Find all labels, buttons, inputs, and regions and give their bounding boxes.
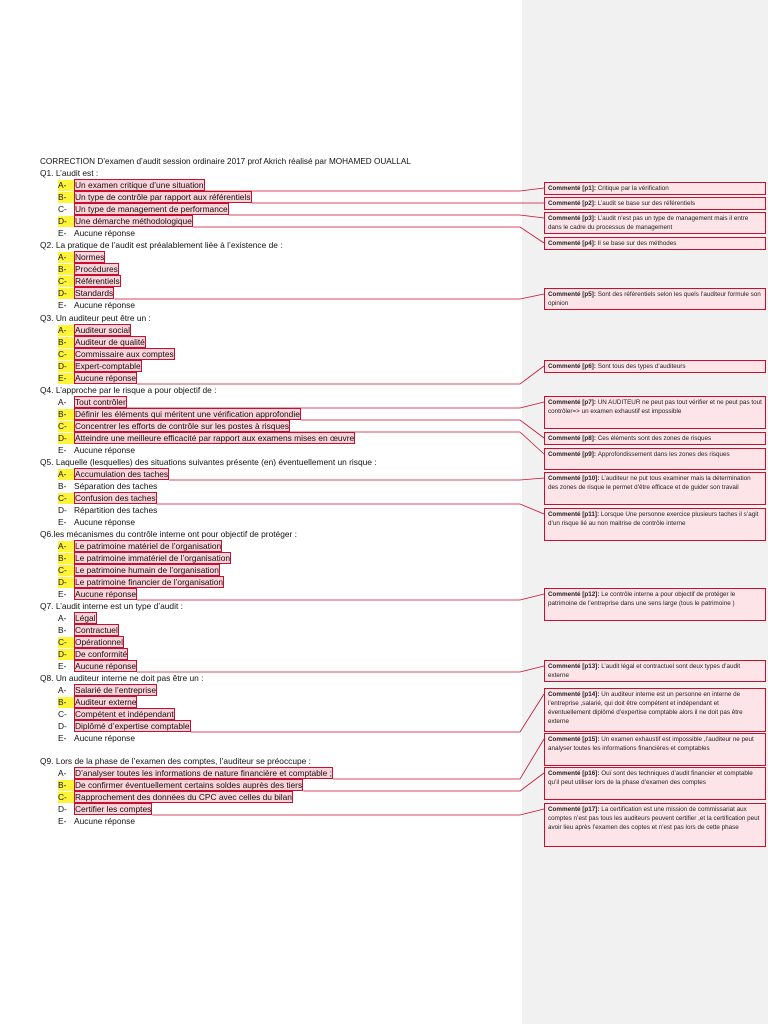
answer-letter: A- [58, 541, 74, 552]
comment-tag: Commenté [p6]: [548, 363, 598, 370]
answer-text: Aucune réponse [74, 816, 135, 826]
answer-letter: B- [58, 264, 74, 275]
answer-text: Concentrer les efforts de contrôle sur les postes à risques [75, 421, 289, 431]
answer-text: Un examen critique d’une situation [75, 180, 204, 190]
question-heading: Q5. Laquelle (lesquelles) des situations suivantes présente (en) éventuellement un risque : [40, 457, 377, 467]
comment-text: L’audit se base sur des référentiels [597, 200, 695, 207]
comment-connector [301, 420, 544, 438]
answer-text: Expert-comptable [75, 361, 141, 371]
answer-letter: A- [58, 469, 74, 480]
comment-connector [229, 215, 544, 218]
comment-tag: Commenté [p3]: [548, 215, 598, 222]
answer-text: Accumulation des taches [75, 469, 169, 479]
comment-connector [193, 227, 544, 243]
comment-text: Un examen exhaustif est impossible ,l’auditeur ne peut analyser toutes les informations financières et comptables [548, 736, 754, 752]
answer-letter: B- [58, 697, 74, 708]
answer-letter: D- [58, 721, 67, 731]
comment-connector [137, 594, 544, 600]
comment-text: Un auditeur interne est un personne en interne de l’entreprise ,salarié, qui doit être compétent et indépendant et éventuellement diplômé d’expertise comptable alors il ne doit pas être externe [548, 691, 743, 725]
answer-letter: A- [58, 613, 67, 623]
comment-text: Ces éléments sont des zones de risques [597, 435, 712, 442]
comment-tag: Commenté [p14]: [548, 691, 602, 698]
comment-connector [137, 666, 544, 672]
answer-text: Diplômé d’expertise comptable [75, 721, 190, 731]
answer-text: Auditeur externe [75, 697, 137, 707]
answer-letter: E- [58, 589, 67, 599]
comment-tag: Commenté [p12]: [548, 591, 602, 598]
comment-text: Sont tous des types d’auditeurs [597, 363, 686, 370]
comment-connector [333, 739, 544, 779]
answer-letter: D- [58, 649, 74, 660]
answer-text: Un type de contrôle par rapport aux référentiels [75, 192, 251, 202]
comment-text: UN AUDITEUR ne peut pas tout vérifier et ne peut pas tout contrôler=> un examen exhaustif est impossible [548, 399, 762, 415]
comment-tag: Commenté [p8]: [548, 435, 598, 442]
answer-text: Référentiels [75, 276, 120, 286]
answer-text: Aucune réponse [75, 373, 136, 383]
comment-connector [127, 402, 544, 408]
answer-text: Définir les éléments qui méritent une vérification approfondie [75, 409, 300, 419]
question-heading: Q2. La pratique de l’audit est préalablement liée à l’existence de : [40, 240, 283, 250]
comment-tag: Commenté [p17]: [548, 806, 602, 813]
answer-letter: E- [58, 816, 67, 826]
answer-text: Le patrimoine financier de l’organisation [75, 577, 224, 587]
question-heading: Q6.les mécanismes du contrôle interne ont pour objectif de protéger : [40, 529, 297, 539]
answer-letter: D- [58, 216, 74, 227]
answer-text: Aucune réponse [74, 733, 135, 743]
answer-text: Tout contrôler [75, 397, 126, 407]
answer-text: Le patrimoine immatériel de l’organisation [75, 553, 231, 563]
comment-text: Le contrôle interne a pour objectif de protéger le patrimoine de l’entreprise dans une sens large (tous le patrimoine ) [548, 591, 736, 607]
answer-letter: E- [58, 517, 67, 527]
comment-text: Ouï sont des techniques d’audit financier et comptable qu’il peut utiliser lors de la phase d’examen des comptes [548, 770, 753, 786]
comment-text: Approfondissement dans les zones des risques [597, 451, 730, 458]
answer-letter: C- [58, 276, 74, 287]
answer-letter: C- [58, 421, 74, 432]
comment-connector [303, 773, 544, 791]
answer-letter: E- [58, 445, 67, 455]
answer-text: Aucune réponse [75, 661, 136, 671]
comment-tag: Commenté [p4]: [548, 240, 598, 247]
answer-text: Auditeur social [75, 325, 130, 335]
answer-text: Le patrimoine humain de l’organisation [75, 565, 219, 575]
comment-tag: Commenté [p16]: [548, 770, 602, 777]
comment-tag: Commenté [p1]: [548, 185, 598, 192]
answer-text: Répartition des taches [74, 505, 158, 515]
answer-letter: E- [58, 228, 67, 238]
answer-letter: B- [58, 780, 74, 791]
answer-text: De conformité [75, 649, 128, 659]
answer-text: Aucune réponse [75, 589, 136, 599]
answer-letter: D- [58, 288, 74, 299]
answer-letter: C- [58, 709, 67, 719]
question-heading: Q9. Lors de la phase de l’examen des comptes, l’auditeur se préoccupe : [40, 756, 311, 766]
answer-text: Standards [75, 288, 114, 298]
answer-text: Opérationnel [75, 637, 123, 647]
comment-connector [137, 366, 544, 384]
document-title: CORRECTION D’examen d’audit session ordinaire 2017 prof Akrich réalisé par MOHAMED OUALLAL [40, 157, 411, 166]
comment-tag: Commenté [p15]: [548, 736, 602, 743]
comment-tag: Commenté [p10]: [548, 475, 602, 482]
comment-text: Lorsque Une personne exercice plusieurs taches il s’agit d’un risque lié au non maitrise de contrôle interne [548, 511, 759, 527]
question-heading: Q1. L’audit est : [40, 168, 99, 178]
answer-text: Rapprochement des données du CPC avec celles du bilan [75, 792, 292, 802]
comment-text: Il se base sur des méthodes [597, 240, 677, 247]
answer-letter: C- [58, 204, 67, 214]
answer-letter: C- [58, 349, 74, 360]
answer-text: Confusion des taches [75, 493, 156, 503]
comment-tag: Commenté [p9]: [548, 451, 598, 458]
answer-text: Commissaire aux comptes [75, 349, 174, 359]
answer-text: Salarié de l’entreprise [75, 685, 157, 695]
answer-letter: B- [58, 337, 74, 348]
answer-text: Compétent et indépendant [75, 709, 174, 719]
comment-connector [191, 694, 544, 732]
answer-letter: D- [58, 577, 74, 588]
answer-text: De confirmer éventuellement certains soldes auprès des tiers [75, 780, 303, 790]
answer-text: Certifier les comptes [75, 804, 152, 814]
answer-letter: D- [58, 433, 74, 444]
answer-text: D’analyser toutes les informations de nature financière et comptable ; [75, 768, 332, 778]
answer-letter: E- [58, 373, 74, 384]
answer-letter: E- [58, 661, 67, 671]
answer-text: Séparation des taches [74, 481, 158, 491]
question-heading: Q3. Un auditeur peut être un : [40, 313, 151, 323]
comment-connector [169, 478, 544, 480]
answer-letter: C- [58, 792, 74, 803]
comment-text: Critique par la vérification [597, 185, 669, 192]
comment-text: L’auditeur ne put tous examiner mais la détermination des zones de risque le permet d’être efficace et de guider son travail [548, 475, 751, 491]
answer-text: Contractuel [75, 625, 118, 635]
answer-text: Auditeur de qualité [75, 337, 145, 347]
comment-text: Sont des référentiels selon les quels l’auditeur formule son opinion [548, 291, 761, 307]
answer-letter: A- [58, 685, 67, 695]
answer-letter: B- [58, 625, 67, 635]
answer-text: Normes [75, 252, 105, 262]
answer-text: Légal [75, 613, 96, 623]
answer-text: Atteindre une meilleure efficacité par rapport aux examens mises en œuvre [75, 433, 355, 443]
answer-letter: A- [58, 325, 74, 336]
answer-text: Une démarche méthodologique [75, 216, 192, 226]
answer-letter: E- [58, 300, 67, 310]
answer-text: Un type de management de performance [75, 204, 228, 214]
answer-text: Aucune réponse [74, 517, 135, 527]
answer-text: Aucune réponse [74, 300, 135, 310]
answer-letter: A- [58, 397, 67, 407]
comment-tag: Commenté [p7]: [548, 399, 598, 406]
answer-text: Aucune réponse [74, 228, 135, 238]
comment-tag: Commenté [p11]: [548, 511, 601, 518]
answer-letter: A- [58, 252, 74, 263]
answer-letter: B- [58, 481, 67, 491]
comment-text: L’audit n’est pas un type de management mais il entre dans le cadre du processus de management [548, 215, 749, 231]
answer-letter: B- [58, 409, 74, 420]
answer-letter: A- [58, 768, 67, 778]
answer-letter: D- [58, 804, 67, 814]
answer-text: Aucune réponse [74, 445, 135, 455]
answer-letter: B- [58, 192, 74, 203]
question-heading: Q8. Un auditeur interne ne doit pas être un : [40, 673, 204, 683]
answer-letter: C- [58, 565, 74, 576]
answer-text: Le patrimoine matériel de l’organisation [75, 541, 222, 551]
answer-letter: D- [58, 361, 74, 372]
question-heading: Q4. L’approche par le risque a pour objectif de : [40, 385, 217, 395]
answer-letter: A- [58, 180, 74, 191]
comment-connector [157, 504, 544, 514]
comment-tag: Commenté [p2]: [548, 200, 598, 207]
answer-letter: D- [58, 505, 67, 515]
answer-letter: C- [58, 493, 74, 504]
answer-text: Procédures [75, 264, 118, 274]
answer-letter: C- [58, 637, 74, 648]
comment-tag: Commenté [p13]: [548, 663, 602, 670]
comment-tag: Commenté [p5]: [548, 291, 598, 298]
question-heading: Q7. L’audit interne est un type d’audit : [40, 601, 183, 611]
comment-connector [205, 188, 545, 191]
comment-text: L’audit légal et contractuel sont deux types d’audit externe [548, 663, 741, 679]
comment-connector [114, 294, 544, 299]
comment-text: La certification est une mission de commissariat aux comptes n’est pas tous les auditeurs peuvent certifier ,et la certification peut avoir lieu après l’examen des coptes et n’est pas lors de cette phase [548, 806, 760, 831]
comment-connector [152, 809, 544, 815]
comment-connector [290, 432, 544, 454]
answer-letter: B- [58, 553, 74, 564]
answer-letter: E- [58, 733, 67, 743]
